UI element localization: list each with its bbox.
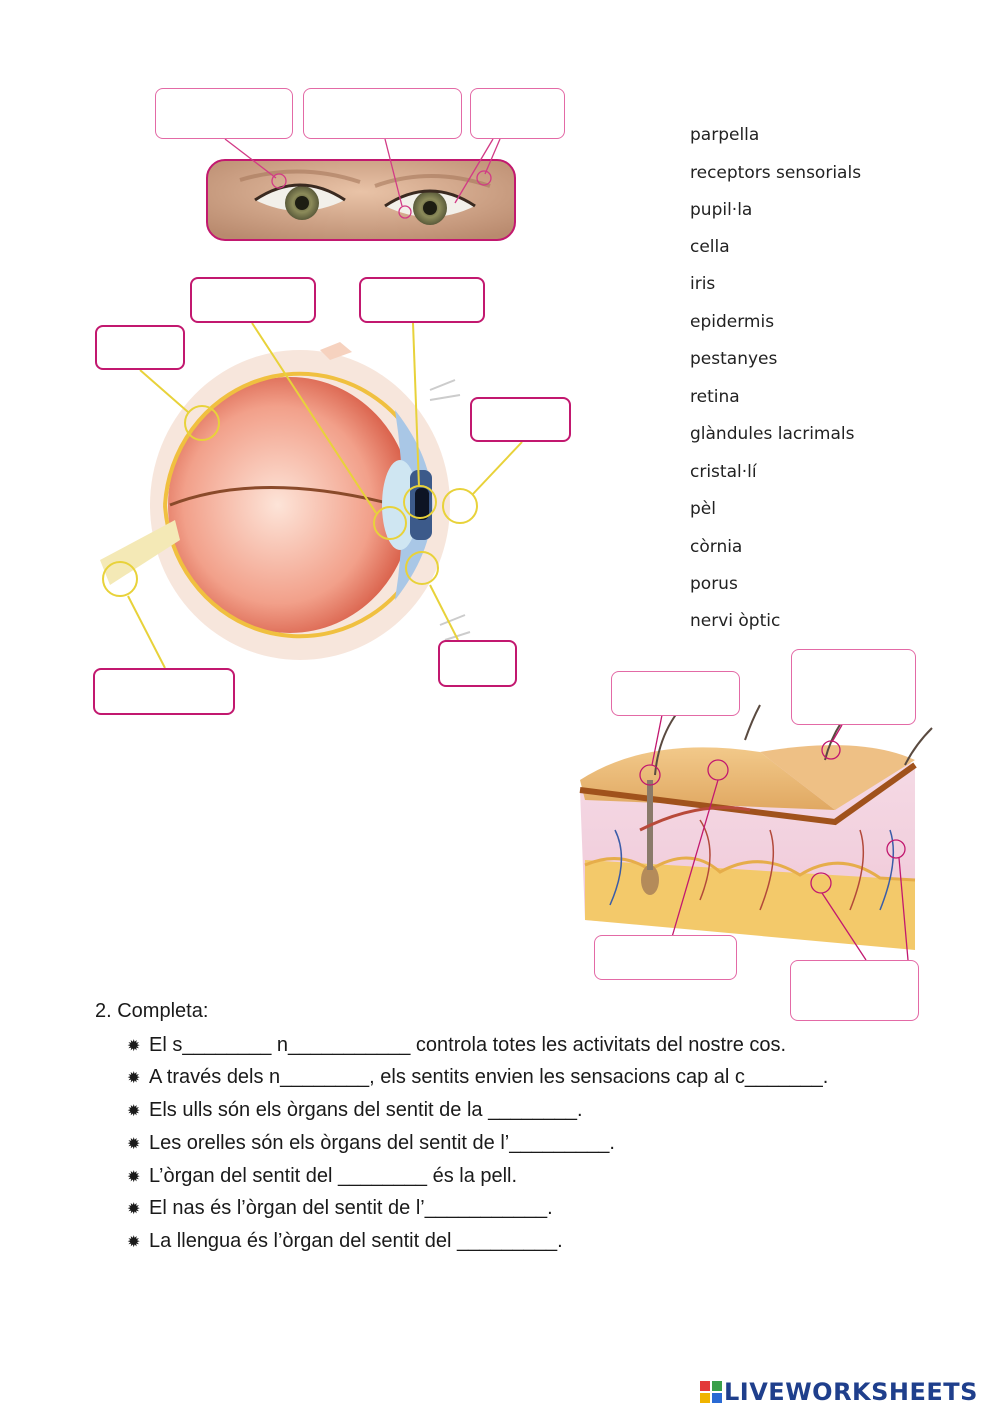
sentence-text: A través dels n________, els sentits envien les sensacions cap al c_______. (149, 1066, 829, 1088)
answer-box-eyes-2[interactable] (303, 88, 462, 139)
answer-box-eyeball-1[interactable] (95, 325, 185, 370)
word-bank-item[interactable]: pestanyes (690, 349, 778, 369)
bullet-icon: ✹ (127, 1038, 141, 1055)
sentence-item[interactable] (127, 1165, 517, 1188)
skin-diagram (580, 690, 932, 950)
answer-box-eyeball-4[interactable] (470, 397, 571, 442)
sentence-item[interactable] (127, 1230, 563, 1253)
bullet-icon: ✹ (127, 1169, 141, 1186)
answer-box-eyeball-3[interactable] (359, 277, 485, 323)
word-bank-item[interactable]: iris (690, 274, 716, 294)
word-bank-item[interactable]: epidermis (690, 312, 775, 332)
sentence-text: Les orelles són els òrgans del sentit de l’_________. (149, 1132, 615, 1154)
bullet-icon: ✹ (127, 1103, 141, 1120)
sentence-item[interactable] (127, 1066, 828, 1089)
logo-mark-icon (700, 1381, 722, 1403)
sentence-text: El s________ n___________ controla totes les activitats del nostre cos. (149, 1034, 787, 1056)
sentence-item[interactable] (127, 1132, 615, 1155)
word-bank-item[interactable]: nervi òptic (690, 611, 781, 631)
sentence-text: La llengua és l’òrgan del sentit del _________. (149, 1230, 563, 1252)
sentence-item[interactable] (127, 1099, 583, 1122)
answer-box-skin-4[interactable] (790, 960, 919, 1021)
word-bank-item[interactable]: parpella (690, 125, 760, 145)
bullet-icon: ✹ (127, 1136, 141, 1153)
sentence-item[interactable] (127, 1034, 786, 1057)
word-bank-item[interactable]: pupil·la (690, 200, 753, 220)
logo-text: LIVEWORKSHEETS (724, 1378, 978, 1406)
answer-box-skin-2[interactable] (791, 649, 916, 725)
word-bank-item[interactable]: cristal·lí (690, 462, 757, 482)
word-bank-item[interactable]: receptors sensorials (690, 163, 862, 183)
bullet-icon: ✹ (127, 1070, 141, 1087)
liveworksheets-logo[interactable] (700, 1378, 978, 1406)
word-bank-item[interactable]: cella (690, 237, 730, 257)
word-bank-item[interactable]: còrnia (690, 537, 743, 557)
answer-box-skin-3[interactable] (594, 935, 737, 980)
sentence-text: El nas és l’òrgan del sentit de l’___________. (149, 1197, 553, 1219)
sentence-text: Els ulls són els òrgans del sentit de la ________. (149, 1099, 583, 1121)
answer-box-eyeball-6[interactable] (93, 668, 235, 715)
answer-box-eyeball-2[interactable] (190, 277, 316, 323)
exercise-title: 2. Completa: (95, 1000, 209, 1022)
eyes-photo (207, 160, 515, 240)
bullet-icon: ✹ (127, 1201, 141, 1218)
word-bank-item[interactable]: pèl (690, 499, 716, 519)
word-bank-item[interactable]: glàndules lacrimals (690, 424, 855, 444)
answer-box-eyes-3[interactable] (470, 88, 565, 139)
sentence-item[interactable] (127, 1197, 553, 1220)
word-bank-item[interactable]: porus (690, 574, 738, 594)
bullet-icon: ✹ (127, 1234, 141, 1251)
word-bank-item[interactable]: retina (690, 387, 740, 407)
answer-box-eyeball-5[interactable] (438, 640, 517, 687)
answer-box-eyes-1[interactable] (155, 88, 293, 139)
answer-box-skin-1[interactable] (611, 671, 740, 716)
sentence-text: L’òrgan del sentit del ________ és la pell. (149, 1165, 518, 1187)
